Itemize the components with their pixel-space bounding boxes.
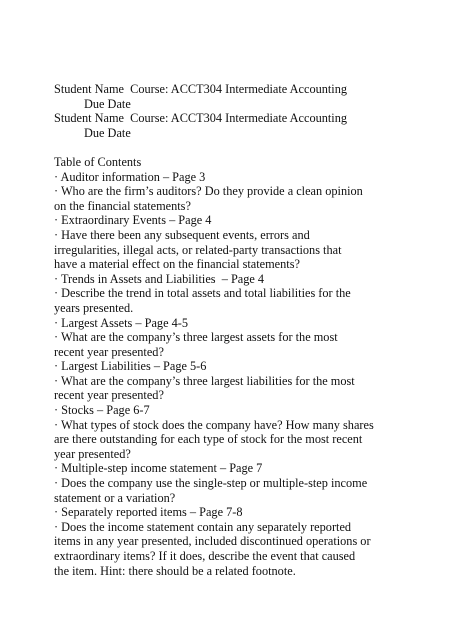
toc-line: have a material effect on the financial statements? xyxy=(54,257,300,272)
toc-line: extraordinary items? If it does, describe the event that caused xyxy=(54,549,356,563)
toc-title: Table of Contents xyxy=(54,154,142,169)
toc-line: the item. Hint: there should be a related footnote. xyxy=(54,563,296,578)
header-student-course-line-repeat: Student Name Course: ACCT304 Intermediate Accounting xyxy=(54,111,348,126)
toc-line: · What are the company’s three largest liabilities for the most xyxy=(54,373,355,388)
toc-line: · Does the company use the single-step or multiple-step income xyxy=(54,476,368,491)
toc-line: recent year presented? xyxy=(54,388,164,403)
header-due-date-repeat: Due Date xyxy=(84,125,131,140)
toc-line: · Multiple-step income statement – Page 7 xyxy=(54,461,263,476)
toc-line: · Stocks – Page 6-7 xyxy=(54,403,150,418)
toc-line: years presented. xyxy=(54,300,134,315)
toc-line: · Have there been any subsequent events, errors and xyxy=(54,227,310,242)
toc-line: year presented? xyxy=(54,446,131,461)
toc-line: are there outstanding for each type of stock for the most recent xyxy=(54,432,363,447)
toc-line: statement or a variation? xyxy=(54,490,176,505)
toc-line: items in any year presented, included discontinued operations or xyxy=(54,534,371,549)
toc-line: · Describe the trend in total assets and total liabilities for the xyxy=(54,286,351,301)
document-text xyxy=(54,82,406,578)
toc-line: recent year presented? xyxy=(54,344,164,359)
toc-line: · Separately reported items – Page 7-8 xyxy=(54,505,243,520)
toc-line: irregularities, illegal acts, or related-party transactions that xyxy=(54,242,342,257)
toc-line: · Largest Liabilities – Page 5-6 xyxy=(54,359,207,374)
toc-line: · Largest Assets – Page 4-5 xyxy=(54,315,188,330)
header-student-course-line: Student Name Course: ACCT304 Intermediate Accounting xyxy=(54,82,348,96)
toc-line: · Auditor information – Page 3 xyxy=(54,169,206,184)
toc-line: · What types of stock does the company have? How many shares xyxy=(54,417,374,432)
toc-line: · Does the income statement contain any separately reported xyxy=(54,519,352,534)
toc-line: on the financial statements? xyxy=(54,198,191,213)
header-due-date: Due Date xyxy=(84,96,131,111)
toc-line: · Extraordinary Events – Page 4 xyxy=(54,213,212,228)
toc-line: · Trends in Assets and Liabilities – Page 4 xyxy=(54,271,265,286)
toc-line: · Who are the firm’s auditors? Do they provide a clean opinion xyxy=(54,184,363,199)
spacer xyxy=(54,140,406,155)
toc-line: · What are the company’s three largest assets for the most xyxy=(54,330,338,345)
